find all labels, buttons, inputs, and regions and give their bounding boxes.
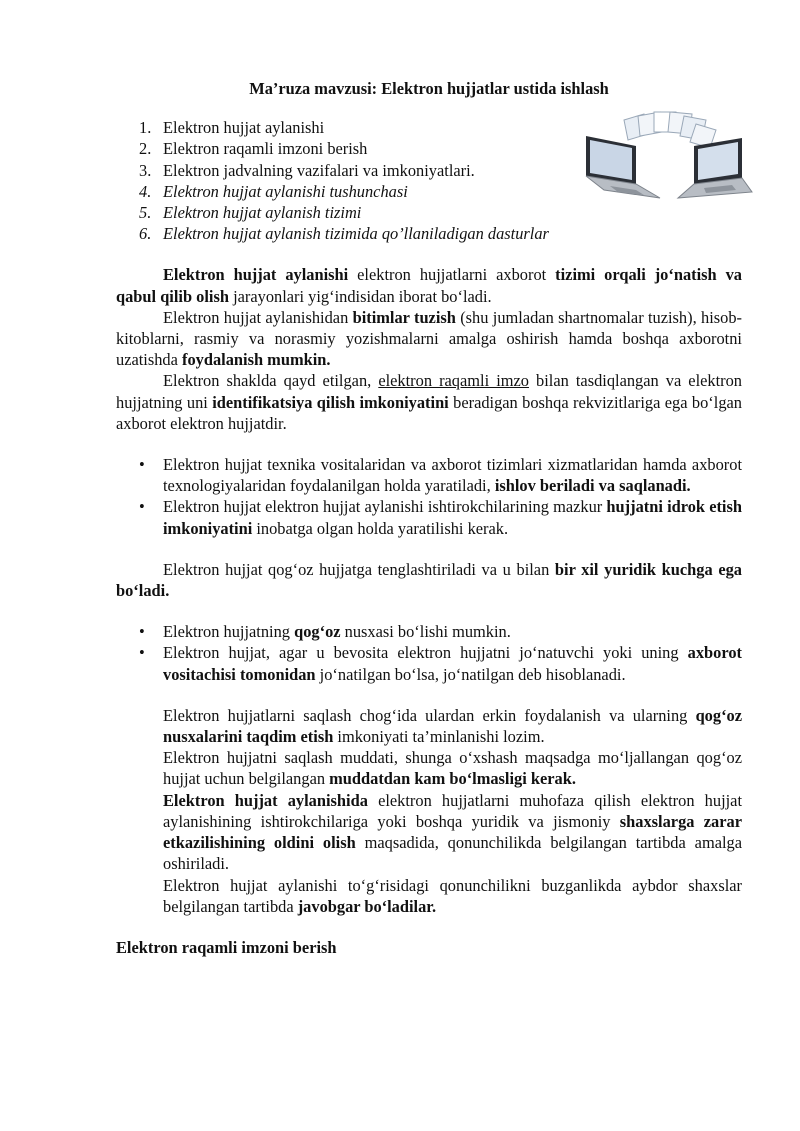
list-item: • Elektron hujjatning qog‘oz nusxasi bo‘lishi mumkin. bbox=[139, 622, 511, 642]
bullet-icon: • bbox=[139, 643, 145, 663]
flying-documents-icon bbox=[624, 112, 716, 148]
list-item: • Elektron hujjat texnika vositalaridan va axborot tizimlari xizmatlaridan hamda axborot texnologiyalaridan foydalanilgan holda yaratiladi, ishlov beriladi va saqlanadi. bbox=[139, 455, 742, 496]
topic-item: 5. Elektron hujjat aylanish tizimi bbox=[139, 203, 362, 223]
bullet-icon: • bbox=[139, 455, 145, 475]
paragraph-storage-term: Elektron hujjatni saqlash muddati, shunga o‘xshash maqsadga mo‘ljallangan qog‘oz hujjat uchun belgilangan muddatdan kam bo‘lmasligi kerak. bbox=[163, 748, 742, 789]
topic-item: 2. Elektron raqamli imzoni berish bbox=[139, 139, 368, 159]
paragraph-liability: Elektron hujjat aylanishi to‘g‘risidagi qonunchilikni buzganlikda aybdor shaxslar belgilangan tartibda javobgar bo‘ladilar. bbox=[163, 875, 742, 916]
spacer bbox=[116, 434, 742, 454]
bullet-list-copies bbox=[116, 621, 742, 685]
paragraph-protection: Elektron hujjat aylanishida elektron hujjatlarni muhofaza qilish elektron hujjat aylanishining ishtirokchilariga yoki boshqa yuridik va jismoniy shaxslarga zarar etkazilishining oldini olish maqsadida, qonunchilikda belgilangan tartibda amalga oshiriladi. bbox=[163, 790, 743, 874]
laptops-file-transfer-illustration bbox=[566, 106, 756, 202]
spacer bbox=[116, 244, 742, 264]
document-page bbox=[116, 78, 742, 958]
topic-item: 3. Elektron jadvalning vazifalari va imkoniyatlari. bbox=[139, 160, 475, 180]
topic-item: 1. Elektron hujjat aylanishi bbox=[139, 118, 325, 138]
topic-item: 6. Elektron hujjat aylanish tizimida qo’llaniladigan dasturlar bbox=[139, 224, 549, 244]
lecture-title: Ma’ruza mavzusi: Elektron hujjatlar ustida ishlash bbox=[249, 79, 609, 98]
list-item: • Elektron hujjat, agar u bevosita elektron hujjatni jo‘natuvchi yoki uning axborot vositachisi tomonidan jo‘natilgan bo‘lsa, jo‘natilgan deb hisoblanadi. bbox=[139, 643, 742, 684]
paragraph-storage: Elektron hujjatlarni saqlash chog‘ida ulardan erkin foydalanish va ularning qog‘oz nusxalarini taqdim etish imkoniyati ta’minlanishi lozim. bbox=[163, 705, 742, 747]
paragraph-legal-force: Elektron hujjat qog‘oz hujjatga tenglashtiriladi va u bilan bir xil yuridik kuchga ega bo‘ladi. bbox=[116, 559, 742, 601]
spacer bbox=[116, 685, 742, 705]
bullet-list-creation bbox=[116, 454, 742, 539]
left-laptop-icon bbox=[586, 136, 660, 198]
bullet-icon: • bbox=[139, 622, 145, 642]
bullet-icon: • bbox=[139, 497, 145, 517]
spacer bbox=[116, 601, 742, 621]
spacer bbox=[116, 917, 742, 937]
paragraph-electronic-document: Elektron shaklda qayd etilgan, elektron raqamli imzo bilan tasdiqlangan va elektron hujjatning uni identifikatsiya qilish imkoniyatini beradigan boshqa rekvizitlariga ega bo‘lgan axborot elektron hujjatdir. bbox=[116, 371, 742, 433]
right-laptop-icon bbox=[678, 138, 752, 198]
paragraph-definition: Elektron hujjat aylanishi elektron hujjatlarni axborot tizimi orqali jo‘natish va qabul qilib olish jarayonlari yig‘indisidan iborat bo‘ladi. bbox=[116, 265, 742, 306]
list-item: • Elektron hujjat elektron hujjat aylanishi ishtirokchilarining mazkur hujjatni idrok etish imkoniyatini inobatga olgan holda yaratilishi kerak. bbox=[139, 497, 742, 538]
topic-item: 4. Elektron hujjat aylanishi tushunchasi bbox=[139, 181, 408, 201]
section-heading: Elektron raqamli imzoni berish bbox=[116, 937, 337, 957]
spacer bbox=[116, 539, 742, 559]
paragraph-usage: Elektron hujjat aylanishidan bitimlar tuzish (shu jumladan shartnomalar tuzish), hisob-kitoblarni, rasmiy va norasmiy yozishmalarni amalga oshirish hamda boshqa axborotni uzatishda foydalanish mumkin. bbox=[116, 307, 742, 370]
